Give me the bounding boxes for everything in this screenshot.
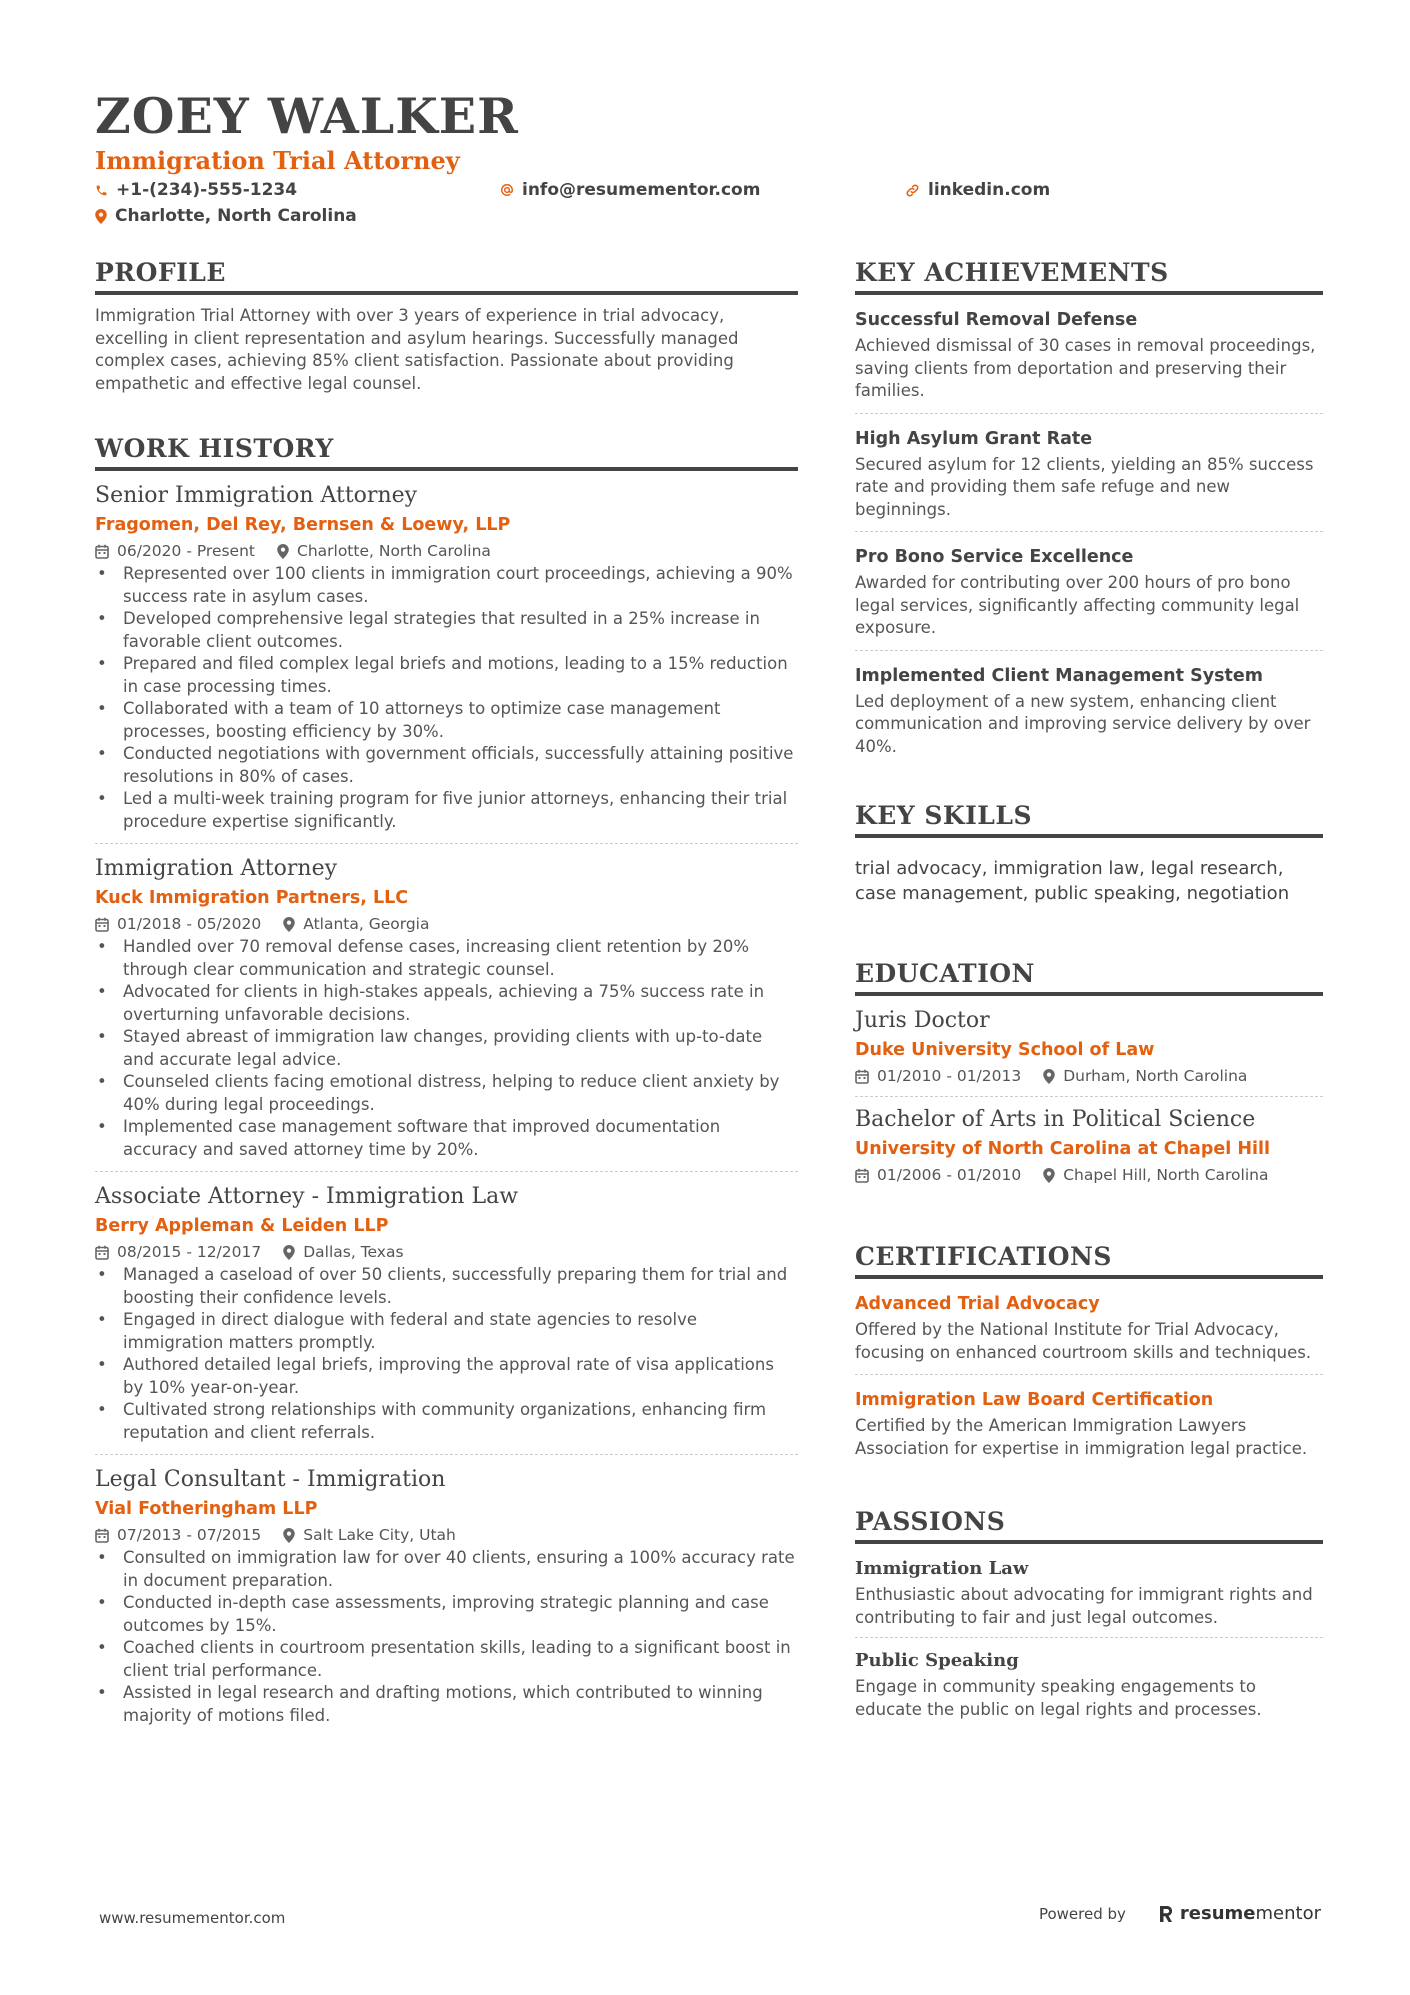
footer-website[interactable]: www.resumementor.com [99, 1909, 286, 1927]
passions-heading: PASSIONS [855, 1504, 1323, 1544]
passion-item [855, 1554, 1323, 1638]
list-item: • Led a multi-week training program for five junior attorneys, enhancing their trial procedure expertise significantly. [95, 788, 798, 833]
profile-text: Immigration Trial Attorney with over 3 years of experience in trial advocacy, excelling in client representation and asylum hearings. Successfully managed complex cases, achieving 85% client satisfaction. Passionate about providing empathetic and effective legal counsel. [95, 306, 739, 393]
achievement-title: Implemented Client Management System [855, 665, 1263, 686]
contact-row-2 [95, 204, 1325, 228]
job-bullets [95, 1547, 798, 1727]
calendar-icon [95, 917, 109, 932]
list-item: • Consulted on immigration law for over 40 clients, ensuring a 100% accuracy rate in document preparation. [95, 1547, 798, 1592]
resumementor-logo-icon [1158, 1904, 1174, 1924]
email-text[interactable]: info@resumementor.com [522, 180, 761, 200]
location-pin-icon [277, 544, 289, 559]
list-item: • Conducted in-depth case assessments, improving strategic planning and case outcomes by 15%. [95, 1592, 798, 1637]
education-meta [855, 1064, 1323, 1088]
job-dates: 01/2018 - 05/2020 [95, 912, 261, 936]
school: Duke University School of Law [855, 1040, 1155, 1060]
job-company: Berry Appleman & Leiden LLP [95, 1216, 389, 1236]
certification-text: Offered by the National Institute for Trial Advocacy, focusing on enhanced courtroom skills and techniques. [855, 1320, 1312, 1362]
skills-section [855, 798, 1323, 906]
location-pin-icon [1043, 1069, 1055, 1084]
passion-text: Enthusiastic about advocating for immigrant rights and contributing to fair and just legal outcomes. [855, 1585, 1313, 1627]
work-history-heading: WORK HISTORY [95, 431, 798, 471]
certifications-heading: CERTIFICATIONS [855, 1239, 1323, 1279]
job-entry [95, 1182, 798, 1455]
at-icon [500, 183, 514, 197]
list-item: • Cultivated strong relationships with community organizations, enhancing firm reputation and client referrals. [95, 1399, 798, 1444]
skills-text: trial advocacy, immigration law, legal research, case management, public speaking, negotiation [855, 858, 1290, 904]
education-dates: 01/2010 - 01/2013 [855, 1064, 1021, 1088]
achievement-item [855, 661, 1323, 769]
achievement-text: Awarded for contributing over 200 hours of pro bono legal services, significantly affecting community legal exposure. [855, 573, 1300, 637]
location-text: Charlotte, North Carolina [115, 206, 357, 226]
education-heading: EDUCATION [855, 956, 1323, 996]
calendar-icon [95, 544, 109, 559]
certification-title: Advanced Trial Advocacy [855, 1294, 1100, 1314]
degree: Bachelor of Arts in Political Science [855, 1107, 1256, 1132]
achievement-title: Pro Bono Service Excellence [855, 547, 1134, 567]
profile-heading: PROFILE [95, 255, 798, 295]
job-location: Salt Lake City, Utah [283, 1523, 456, 1547]
right-column [855, 255, 1323, 1737]
job-entry [95, 1465, 798, 1737]
job-company: Fragomen, Del Rey, Bernsen & Loewy, LLP [95, 515, 511, 535]
linkedin-text[interactable]: linkedin.com [928, 180, 1051, 200]
calendar-icon [855, 1168, 869, 1183]
list-item: • Counseled clients facing emotional distress, helping to reduce client anxiety by 40% during legal proceedings. [95, 1071, 798, 1116]
work-history-section [95, 431, 798, 1737]
job-role: Legal Consultant - Immigration [95, 1467, 446, 1492]
job-entry [95, 481, 798, 844]
achievement-item [855, 305, 1323, 414]
list-item: • Implemented case management software that improved documentation accuracy and saved attorney time by 20%. [95, 1116, 798, 1161]
job-bullets [95, 563, 798, 833]
job-entry [95, 854, 798, 1172]
job-meta [95, 1523, 798, 1547]
achievement-title: Successful Removal Defense [855, 310, 1138, 330]
contact-row [95, 178, 1325, 202]
list-item: • Prepared and filed complex legal briefs and motions, leading to a 15% reduction in case processing times. [95, 653, 798, 698]
left-column [95, 255, 798, 1747]
profile-section [95, 255, 798, 395]
candidate-title: Immigration Trial Attorney [95, 146, 460, 175]
powered-by-text: Powered by [1038, 1904, 1126, 1923]
job-location: Charlotte, North Carolina [277, 539, 491, 563]
contact-linkedin[interactable] [905, 178, 1050, 202]
brand-logo[interactable] [1158, 1903, 1321, 1924]
certification-item [855, 1385, 1323, 1470]
degree: Juris Doctor [855, 1008, 990, 1033]
list-item: • Authored detailed legal briefs, improving the approval rate of visa applications by 10% year-on-year. [95, 1354, 798, 1399]
list-item: • Conducted negotiations with government officials, successfully attaining positive resolutions in 80% of cases. [95, 743, 798, 788]
school: University of North Carolina at Chapel Hill [855, 1139, 1270, 1159]
list-item: • Managed a caseload of over 50 clients, successfully preparing them for trial and boosting their confidence levels. [95, 1264, 798, 1309]
job-location: Dallas, Texas [283, 1240, 403, 1264]
location-pin-icon [283, 1245, 295, 1260]
passion-title: Immigration Law [855, 1558, 1029, 1579]
job-meta [95, 1240, 798, 1264]
passion-text: Engage in community speaking engagements to educate the public on legal rights and processes. [855, 1677, 1262, 1719]
job-meta [95, 539, 798, 563]
location-pin-icon [283, 1528, 295, 1543]
job-dates: 07/2013 - 07/2015 [95, 1523, 261, 1547]
list-item: • Represented over 100 clients in immigration court proceedings, achieving a 90% success rate in asylum cases. [95, 563, 798, 608]
certification-item [855, 1289, 1323, 1375]
education-item [855, 1105, 1323, 1195]
job-dates: 08/2015 - 12/2017 [95, 1240, 261, 1264]
education-dates: 01/2006 - 01/2010 [855, 1163, 1021, 1187]
brand-light: mentor [1255, 1903, 1321, 1924]
location-pin-icon [95, 209, 107, 224]
achievement-text: Achieved dismissal of 30 cases in removal proceedings, saving clients from deportation and preserving their families. [855, 336, 1316, 400]
job-role: Associate Attorney - Immigration Law [95, 1184, 519, 1209]
location-pin-icon [1043, 1168, 1055, 1183]
achievement-title: High Asylum Grant Rate [855, 428, 1093, 449]
certification-text: Certified by the American Immigration Lawyers Association for expertise in immigration legal practice. [855, 1416, 1308, 1458]
brand-bold: resume [1179, 1903, 1256, 1924]
education-item [855, 1006, 1323, 1097]
job-role: Senior Immigration Attorney [95, 483, 418, 508]
location-pin-icon [283, 917, 295, 932]
list-item: • Developed comprehensive legal strategies that resulted in a 25% increase in favorable client outcomes. [95, 608, 798, 653]
job-role: Immigration Attorney [95, 856, 338, 881]
achievement-item [855, 542, 1323, 651]
achievement-text: Secured asylum for 12 clients, yielding an 85% success rate and providing them safe refuge and new beginnings. [855, 454, 1314, 519]
contact-phone [95, 178, 297, 202]
job-location: Atlanta, Georgia [283, 912, 429, 936]
calendar-icon [95, 1245, 109, 1260]
list-item: • Collaborated with a team of 10 attorneys to optimize case management processes, boosting efficiency by 30%. [95, 698, 798, 743]
job-company: Vial Fotheringham LLP [95, 1499, 318, 1519]
list-item: • Coached clients in courtroom presentation skills, leading to a significant boost in client trial performance. [95, 1637, 798, 1682]
candidate-name: ZOEY WALKER [95, 87, 519, 145]
achievement-text: Led deployment of a new system, enhancing client communication and improving service delivery by over 40%. [855, 691, 1311, 756]
phone-icon [95, 184, 108, 197]
job-meta [95, 912, 798, 936]
phone-text: +1-(234)-555-1234 [116, 180, 298, 200]
passion-item [855, 1646, 1323, 1729]
footer-powered-by [1039, 1903, 1321, 1924]
education-location: Chapel Hill, North Carolina [1043, 1163, 1268, 1187]
job-bullets [95, 1264, 798, 1444]
list-item: • Advocated for clients in high-stakes appeals, achieving a 75% success rate in overturning unfavorable decisions. [95, 981, 798, 1026]
education-meta [855, 1163, 1323, 1187]
contact-email[interactable] [500, 178, 760, 202]
passion-title: Public Speaking [855, 1650, 1019, 1671]
skills-heading: KEY SKILLS [855, 798, 1323, 838]
job-dates: 06/2020 - Present [95, 539, 255, 563]
contact-location [95, 204, 357, 228]
list-item: • Stayed abreast of immigration law changes, providing clients with up-to-date and accurate legal advice. [95, 1026, 798, 1071]
passions-section [855, 1504, 1323, 1729]
list-item: • Assisted in legal research and drafting motions, which contributed to winning majority of motions filed. [95, 1682, 798, 1727]
job-bullets [95, 936, 798, 1161]
calendar-icon [95, 1528, 109, 1543]
achievements-heading: KEY ACHIEVEMENTS [855, 255, 1323, 295]
job-company: Kuck Immigration Partners, LLC [95, 888, 409, 908]
certification-title: Immigration Law Board Certification [855, 1390, 1214, 1410]
education-location: Durham, North Carolina [1043, 1064, 1247, 1088]
link-icon [905, 183, 920, 198]
achievements-section [855, 255, 1323, 768]
education-section [855, 956, 1323, 1195]
achievement-item [855, 424, 1323, 533]
list-item: • Engaged in direct dialogue with federal and state agencies to resolve immigration matters promptly. [95, 1309, 798, 1354]
list-item: • Handled over 70 removal defense cases, increasing client retention by 20% through clear communication and strategic counsel. [95, 936, 798, 981]
resume-header [95, 86, 1325, 228]
certifications-section [855, 1239, 1323, 1470]
calendar-icon [855, 1069, 869, 1084]
